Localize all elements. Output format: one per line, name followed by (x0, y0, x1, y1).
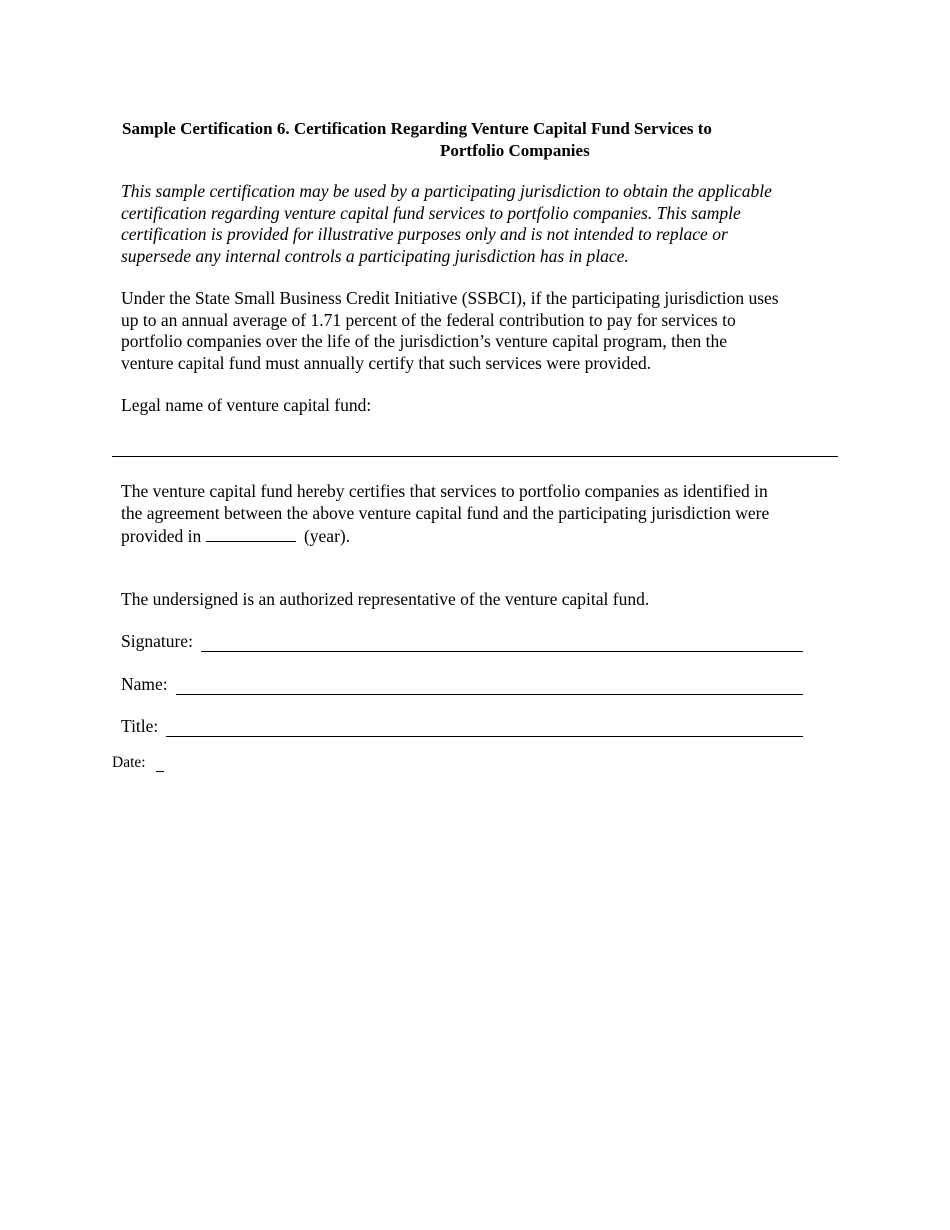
intro-line: supersede any internal controls a participating jurisdiction has in place. (121, 245, 629, 266)
legal-name-input-line[interactable] (112, 456, 838, 457)
title-line-1: Sample Certification 6. Certification Regarding Venture Capital Fund Services to (122, 119, 712, 138)
body-line: venture capital fund must annually certify that such services were provided. (121, 352, 652, 373)
undersigned-statement: The undersigned is an authorized representative of the venture capital fund. (121, 589, 650, 609)
document-title (122, 118, 822, 162)
intro-line: certification regarding venture capital fund services to portfolio companies. This sample (121, 202, 741, 223)
intro-line: certification is provided for illustrative purposes only and is not intended to replace or (121, 224, 728, 244)
name-field-line[interactable] (176, 678, 803, 695)
signature-row (121, 631, 803, 652)
title-label: Title: (121, 716, 159, 736)
signature-label: Signature: (121, 631, 193, 651)
title-field-line[interactable] (166, 720, 803, 737)
intro-paragraph (121, 181, 841, 267)
legal-name-label: Legal name of venture capital fund: (121, 395, 372, 415)
name-row (121, 674, 803, 695)
ssbci-paragraph (121, 288, 841, 374)
certification-line: the agreement between the above venture capital fund and the participating jurisdiction were (121, 502, 770, 523)
certification-paragraph (121, 481, 841, 548)
certification-line: The venture capital fund hereby certifies that services to portfolio companies as identified in (121, 481, 768, 501)
date-field-line[interactable] (156, 756, 164, 772)
signature-field-line[interactable] (201, 635, 803, 652)
provided-in-text: provided in (121, 526, 202, 546)
certification-line (121, 524, 841, 548)
name-label: Name: (121, 674, 168, 694)
body-line: up to an annual average of 1.71 percent of the federal contribution to pay for services to (121, 309, 736, 330)
title-line-2: Portfolio Companies (440, 141, 590, 160)
year-blank-field[interactable] (206, 524, 296, 542)
body-line: Under the State Small Business Credit Initiative (SSBCI), if the participating jurisdiction uses (121, 288, 779, 308)
date-row (112, 753, 164, 772)
intro-line: This sample certification may be used by a participating jurisdiction to obtain the applicable (121, 181, 772, 201)
date-label: Date: (112, 754, 146, 771)
year-suffix-text: (year). (303, 526, 351, 546)
body-line: portfolio companies over the life of the jurisdiction’s venture capital program, then the (121, 331, 727, 351)
title-row (121, 716, 803, 737)
